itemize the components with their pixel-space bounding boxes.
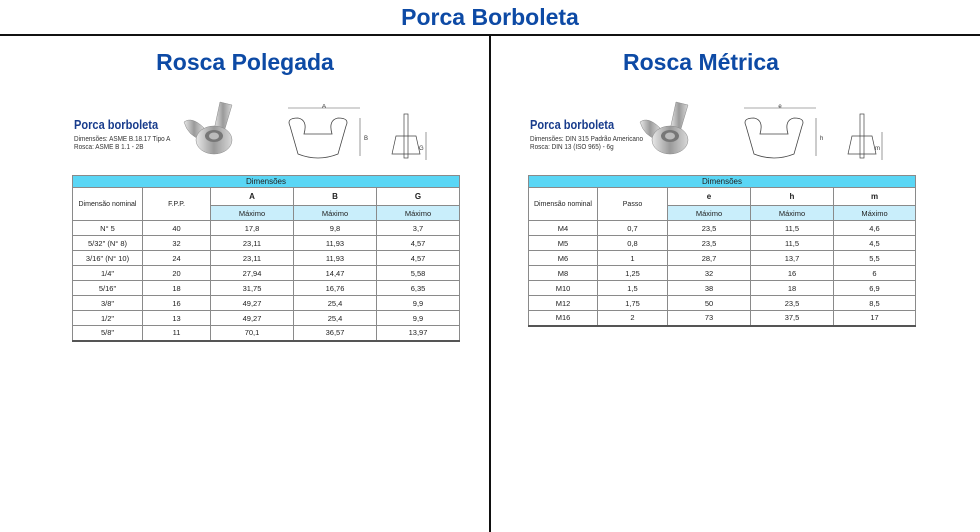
table-cell: 4,6	[834, 221, 916, 236]
table-row	[73, 311, 460, 326]
table-cell: 20	[143, 266, 211, 281]
sub-header: Máximo	[377, 206, 460, 221]
spec-dimensions: Dimensões: DIN 315 Padrão Americano	[530, 134, 644, 143]
section-heading: Rosca Polegada	[156, 49, 334, 75]
dim-label: B	[364, 136, 369, 142]
table-cell: M10	[529, 281, 598, 296]
table-cell: 11,5	[751, 236, 834, 251]
col-header: e	[668, 188, 751, 206]
table-cell: 16	[143, 296, 211, 311]
table-cell: 6,9	[834, 281, 916, 296]
table-cell: 13,7	[751, 251, 834, 266]
table-cell: 38	[668, 281, 751, 296]
table-row	[529, 311, 916, 326]
wing-nut-photo	[180, 100, 250, 165]
table-row	[73, 221, 460, 236]
sub-header: Máximo	[294, 206, 377, 221]
front-view-drawing	[738, 104, 828, 164]
divider-vertical	[489, 35, 491, 532]
table-cell: 1/2"	[73, 311, 143, 326]
table-cell: 40	[143, 221, 211, 236]
table-cell: 6,35	[377, 281, 460, 296]
table-cell: 23,5	[668, 221, 751, 236]
table-cell: 24	[143, 251, 211, 266]
table-cell: 5/16"	[73, 281, 143, 296]
col-header: Dimensão nominal	[529, 188, 598, 221]
page-title: Porca Borboleta	[401, 4, 579, 30]
col-header: B	[294, 188, 377, 206]
table-cell: 49,27	[211, 296, 294, 311]
table-cell: 5,5	[834, 251, 916, 266]
table-cell: 2	[598, 311, 668, 326]
table-cell: 1	[598, 251, 668, 266]
table-row	[73, 266, 460, 281]
table-row	[529, 266, 916, 281]
col-header: G	[377, 188, 460, 206]
table-cell: M12	[529, 296, 598, 311]
dim-label: m	[875, 146, 880, 152]
table-cell: 8,5	[834, 296, 916, 311]
col-header: F.P.P.	[143, 188, 211, 221]
section-heading: Rosca Métrica	[623, 49, 779, 75]
table-cell: 32	[668, 266, 751, 281]
table-cell: 3/16" (N° 10)	[73, 251, 143, 266]
table-cell: 11,93	[294, 251, 377, 266]
dim-label: h	[820, 136, 824, 142]
table-cell: 9,9	[377, 311, 460, 326]
table-cell: 25,4	[294, 296, 377, 311]
table-cell: 70,1	[211, 326, 294, 341]
table-cell: 50	[668, 296, 751, 311]
table-row	[73, 326, 460, 341]
table-row	[73, 296, 460, 311]
table-cell: M6	[529, 251, 598, 266]
table-cell: M16	[529, 311, 598, 326]
sub-header: Máximo	[751, 206, 834, 221]
table-cell: 23,5	[668, 236, 751, 251]
table-row	[529, 281, 916, 296]
table-cell: 14,47	[294, 266, 377, 281]
wing-nut-photo	[636, 100, 706, 165]
table-cell: 27,94	[211, 266, 294, 281]
table-cell: 18	[143, 281, 211, 296]
table-cell: 4,57	[377, 251, 460, 266]
table-cell: 5/8"	[73, 326, 143, 341]
table-cell: 16	[751, 266, 834, 281]
table-cell: 11,5	[751, 221, 834, 236]
table-cell: 0,8	[598, 236, 668, 251]
table-cell: N° 5	[73, 221, 143, 236]
table-cell: 5,58	[377, 266, 460, 281]
dim-label: G	[419, 146, 424, 152]
table-cell: 1/4"	[73, 266, 143, 281]
table-cell: 4,5	[834, 236, 916, 251]
spec-thread: Rosca: ASME B 1.1 - 2B	[74, 142, 144, 151]
spec-thread: Rosca: DIN 13 (ISO 965) - 6g	[530, 142, 614, 151]
table-cell: 23,11	[211, 236, 294, 251]
sub-header: Máximo	[834, 206, 916, 221]
table-cell: 5/32" (N° 8)	[73, 236, 143, 251]
table-cell: 13	[143, 311, 211, 326]
table-cell: 11,93	[294, 236, 377, 251]
product-name: Porca borboleta	[74, 117, 159, 132]
table-cell: 0,7	[598, 221, 668, 236]
side-view-drawing	[390, 112, 430, 164]
table-cell: M8	[529, 266, 598, 281]
col-header: A	[211, 188, 294, 206]
table-row	[73, 251, 460, 266]
col-header: m	[834, 188, 916, 206]
table-cell: 25,4	[294, 311, 377, 326]
table-cell: 1,25	[598, 266, 668, 281]
table-cell: 13,97	[377, 326, 460, 341]
table-cell: M4	[529, 221, 598, 236]
table-cell: 36,57	[294, 326, 377, 341]
product-info	[74, 117, 187, 151]
table-cell: 9,8	[294, 221, 377, 236]
sub-header: Máximo	[211, 206, 294, 221]
dimensions-table	[72, 175, 460, 342]
spec-dimensions: Dimensões: ASME B.18.17 Tipo A	[74, 134, 171, 143]
table-cell: 49,27	[211, 311, 294, 326]
table-cell: 17	[834, 311, 916, 326]
table-cell: 23,11	[211, 251, 294, 266]
table-row	[529, 251, 916, 266]
table-cell: 4,57	[377, 236, 460, 251]
dim-label: A	[321, 104, 327, 110]
table-cell: 17,8	[211, 221, 294, 236]
table-cell: 11	[143, 326, 211, 341]
col-header: Passo	[598, 188, 668, 221]
table-row	[529, 296, 916, 311]
table-cell: 16,76	[294, 281, 377, 296]
dimensions-table	[528, 175, 916, 327]
sub-header: Máximo	[668, 206, 751, 221]
table-row	[529, 236, 916, 251]
product-name: Porca borboleta	[530, 117, 615, 132]
table-cell: 28,7	[668, 251, 751, 266]
table-cell: 73	[668, 311, 751, 326]
dim-label: e	[778, 104, 782, 110]
table-cell: 1,75	[598, 296, 668, 311]
col-header: Dimensão nominal	[73, 188, 143, 221]
table-cell: 3,7	[377, 221, 460, 236]
table-cell: 18	[751, 281, 834, 296]
group-header: Dimensões	[529, 176, 916, 188]
table-cell: 37,5	[751, 311, 834, 326]
table-cell: 32	[143, 236, 211, 251]
col-header: h	[751, 188, 834, 206]
table-row	[73, 281, 460, 296]
side-view-drawing	[846, 112, 886, 164]
front-view-drawing	[282, 104, 372, 164]
table-cell: 9,9	[377, 296, 460, 311]
table-cell: 6	[834, 266, 916, 281]
table-cell: 1,5	[598, 281, 668, 296]
table-cell: 31,75	[211, 281, 294, 296]
table-row	[73, 236, 460, 251]
table-cell: 23,5	[751, 296, 834, 311]
table-cell: M5	[529, 236, 598, 251]
table-row	[529, 221, 916, 236]
group-header: Dimensões	[73, 176, 460, 188]
table-cell: 3/8"	[73, 296, 143, 311]
